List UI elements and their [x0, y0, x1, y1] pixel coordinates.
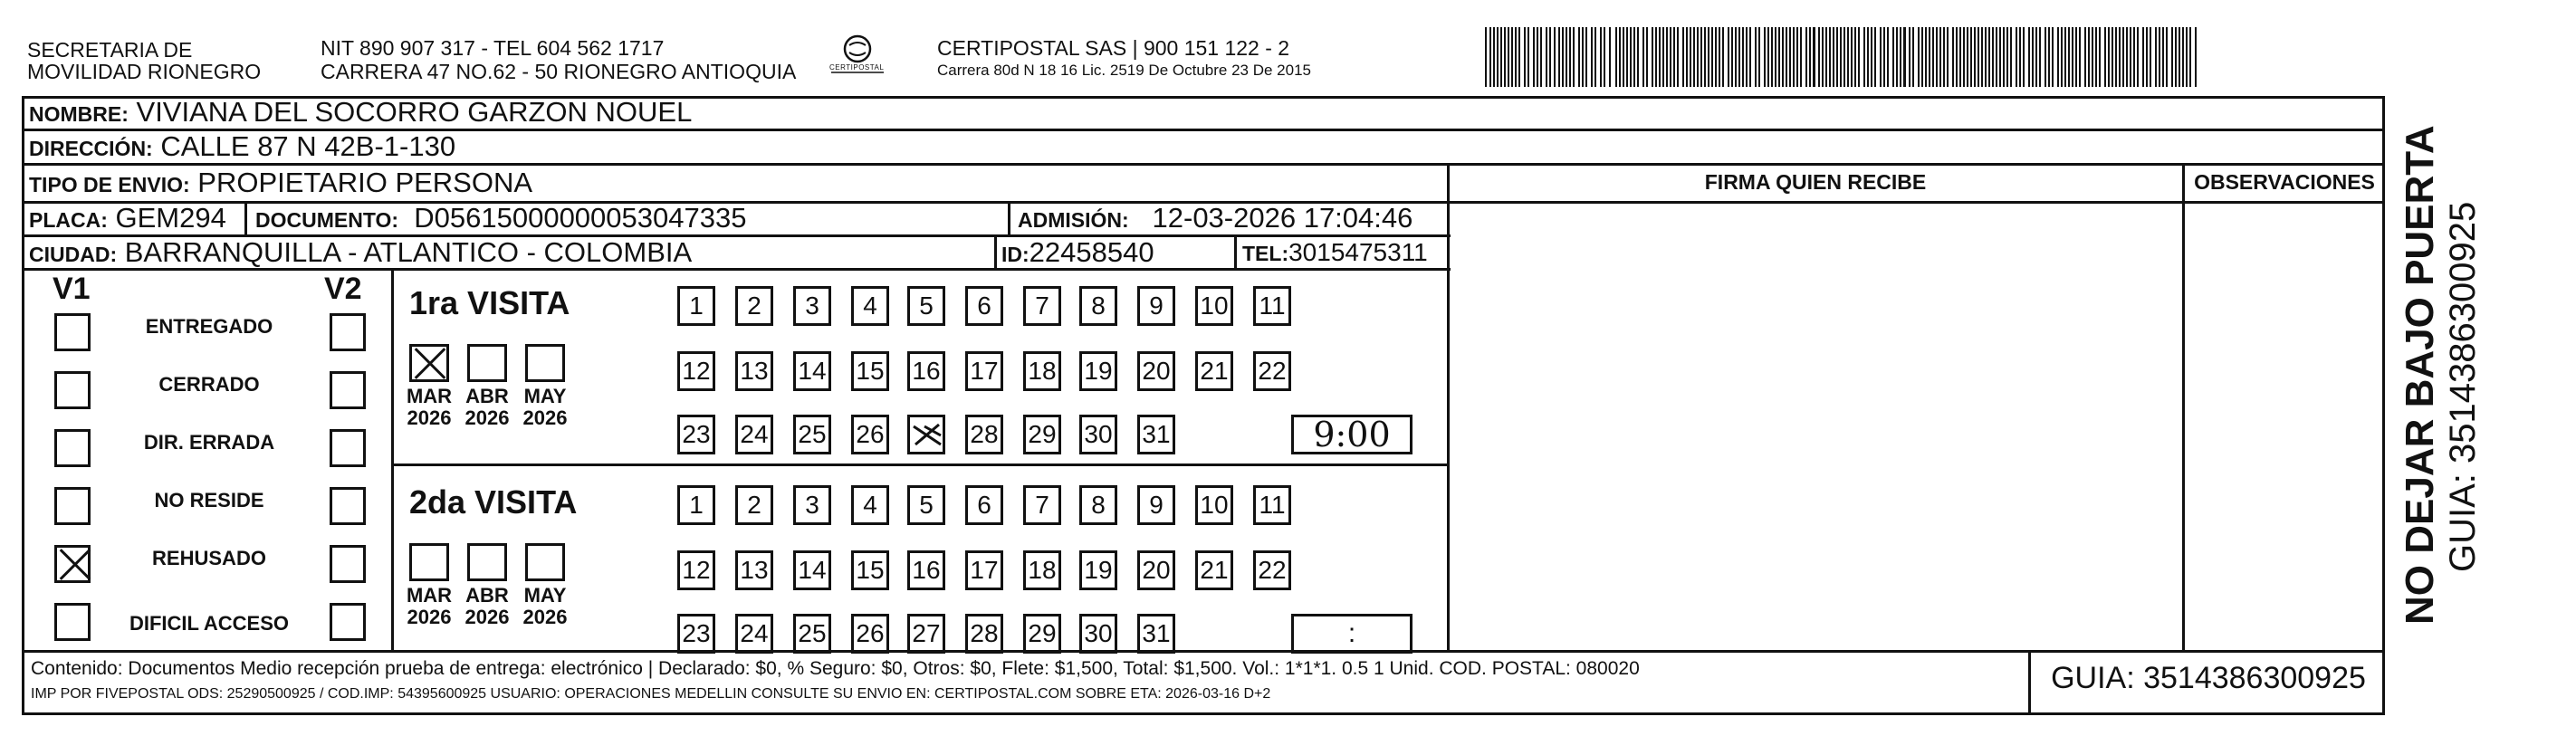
direccion-label: DIRECCIÓN: — [29, 137, 153, 160]
day-box[interactable]: 19 — [1079, 550, 1117, 590]
observaciones-area[interactable] — [2186, 204, 2383, 649]
admision-label: ADMISIÓN: — [1018, 208, 1129, 232]
day-box[interactable]: 20 — [1137, 550, 1175, 590]
imp-line: IMP POR FIVEPOSTAL ODS: 25290500925 / COD.IMP: 54395600925 USUARIO: OPERACIONES MEDELLIN CONSULTE SU ENVIO EN: CERTIPOSTAL.COM SOBRE ETA: 2026-03-16 D+2 — [31, 686, 1271, 702]
day-box[interactable]: 11 — [1253, 286, 1291, 326]
status-label: ENTREGADO — [145, 315, 273, 338]
day-box[interactable]: 22 — [1253, 550, 1291, 590]
documento-label: DOCUMENTO: — [255, 208, 399, 232]
day-box[interactable]: 31 — [1137, 415, 1175, 454]
admision-value: 12-03-2026 17:04:46 — [1152, 202, 1413, 234]
day-box[interactable]: 6 — [965, 485, 1003, 525]
month-checkbox[interactable] — [467, 543, 507, 581]
barcode — [1485, 27, 2200, 87]
documento-value: D05615000000053047335 — [414, 202, 747, 234]
tipo-envio-value: PROPIETARIO PERSONA — [197, 167, 533, 198]
day-box[interactable]: 13 — [735, 351, 773, 391]
day-box[interactable]: 14 — [793, 550, 831, 590]
status-label: DIFICIL ACCESO — [129, 612, 289, 635]
day-box[interactable]: 15 — [851, 351, 889, 391]
day-box[interactable]: 9 — [1137, 286, 1175, 326]
nombre-field — [29, 96, 692, 130]
day-box[interactable]: 1 — [677, 485, 715, 525]
courier-license-line: Carrera 80d N 18 16 Lic. 2519 De Octubre 23 De 2015 — [937, 62, 1311, 79]
day-box[interactable]: 28 — [965, 415, 1003, 454]
year-label: 2026 — [522, 606, 568, 628]
day-box[interactable]: 28 — [965, 614, 1003, 654]
side-guia: GUIA: 3514386300925 — [2443, 201, 2483, 572]
documento-field — [255, 202, 746, 236]
day-box[interactable]: 22 — [1253, 351, 1291, 391]
day-box[interactable]: 6 — [965, 286, 1003, 326]
visit-title: 1ra VISITA — [409, 284, 570, 321]
day-box[interactable]: 26 — [851, 415, 889, 454]
month-checkbox[interactable] — [467, 344, 507, 382]
day-box[interactable]: 24 — [735, 614, 773, 654]
day-box[interactable]: 8 — [1079, 485, 1117, 525]
day-box[interactable]: 12 — [677, 351, 715, 391]
guia-box: GUIA: 3514386300925 — [2051, 661, 2366, 695]
ciudad-field — [29, 236, 692, 271]
year-label: 2026 — [464, 606, 510, 628]
day-box[interactable]: 13 — [735, 550, 773, 590]
tel-value: 3015475311 — [1288, 238, 1428, 266]
visit-title: 2da VISITA — [409, 483, 578, 521]
day-box[interactable]: 29 — [1023, 415, 1061, 454]
day-box[interactable]: 17 — [965, 351, 1003, 391]
day-box[interactable]: 7 — [1023, 286, 1061, 326]
year-label: 2026 — [407, 406, 452, 429]
v2-checkbox[interactable] — [330, 487, 366, 525]
nombre-label: NOMBRE: — [29, 102, 129, 126]
v2-checkbox[interactable] — [330, 429, 366, 467]
status-label: NO RESIDE — [154, 489, 264, 511]
v1-checkbox[interactable] — [54, 487, 91, 525]
tel-label: TEL: — [1242, 242, 1289, 265]
month-checkbox[interactable] — [409, 344, 449, 382]
ciudad-label: CIUDAD: — [29, 243, 118, 266]
firma-area[interactable] — [1451, 204, 2180, 649]
day-box[interactable]: 9 — [1137, 485, 1175, 525]
day-box[interactable]: 1 — [677, 286, 715, 326]
v2-label: V2 — [324, 272, 362, 306]
day-box[interactable]: 5 — [907, 485, 945, 525]
v1-checkbox[interactable] — [54, 313, 91, 351]
v1-checkbox[interactable] — [54, 429, 91, 467]
v1-checkbox[interactable] — [54, 545, 91, 583]
day-box[interactable]: 21 — [1195, 351, 1233, 391]
v2-checkbox[interactable] — [330, 371, 366, 409]
v2-checkbox[interactable] — [330, 545, 366, 583]
certipostal-logo-icon — [826, 31, 889, 80]
v2-checkbox[interactable] — [330, 603, 366, 641]
month-label: MAR — [406, 584, 453, 607]
status-label: CERRADO — [158, 373, 260, 396]
day-box[interactable]: 27 — [907, 614, 945, 654]
day-box[interactable]: 30 — [1079, 614, 1117, 654]
day-box[interactable]: 15 — [851, 550, 889, 590]
courier-name-line: CERTIPOSTAL SAS | 900 151 122 - 2 — [937, 36, 1290, 60]
day-box[interactable]: 25 — [793, 415, 831, 454]
placa-field — [29, 202, 226, 236]
day-box[interactable]: 30 — [1079, 415, 1117, 454]
month-label: MAY — [523, 385, 567, 407]
firma-column-header: FIRMA QUIEN RECIBE — [1704, 170, 1927, 194]
month-label: MAR — [406, 385, 453, 407]
side-text — [2398, 81, 2497, 625]
observaciones-column-header: OBSERVACIONES — [2194, 170, 2375, 194]
day-box[interactable]: 3 — [793, 286, 831, 326]
day-box[interactable]: 23 — [677, 415, 715, 454]
day-box[interactable]: 31 — [1137, 614, 1175, 654]
tel-field — [1242, 236, 1428, 270]
day-box[interactable]: 16 — [907, 550, 945, 590]
day-box[interactable]: 17 — [965, 550, 1003, 590]
day-box[interactable]: 20 — [1137, 351, 1175, 391]
day-box[interactable]: 2 — [735, 485, 773, 525]
month-checkbox[interactable] — [525, 543, 565, 581]
month-label: ABR — [465, 385, 509, 407]
day-mark-icon — [912, 423, 943, 448]
year-label: 2026 — [464, 406, 510, 429]
v1-checkbox[interactable] — [54, 371, 91, 409]
day-box[interactable]: 10 — [1195, 286, 1233, 326]
contenido-line: Contenido: Documentos Medio recepción prueba de entrega: electrónico | Declarado: $0, % Seguro: $0, Otros: $0, Flete: $1,500, Total: $1,500. Vol.: 1*1*1. 0.5 1 Unid. COD. POSTAL: 080020 — [31, 658, 1640, 679]
day-box[interactable]: 4 — [851, 485, 889, 525]
direccion-value: CALLE 87 N 42B-1-130 — [160, 130, 456, 162]
id-value: 22458540 — [1029, 236, 1154, 268]
nit-phone-line: NIT 890 907 317 - TEL 604 562 1717 — [321, 36, 665, 60]
v2-checkbox[interactable] — [330, 313, 366, 351]
day-box[interactable]: 23 — [677, 614, 715, 654]
id-field — [1001, 236, 1154, 271]
day-box[interactable]: 8 — [1079, 286, 1117, 326]
visit-time-box[interactable]: : — [1291, 614, 1412, 654]
placa-value: GEM294 — [115, 202, 226, 234]
day-box[interactable]: 21 — [1195, 550, 1233, 590]
day-box[interactable]: 11 — [1253, 485, 1291, 525]
day-box[interactable]: 29 — [1023, 614, 1061, 654]
day-box[interactable]: 4 — [851, 286, 889, 326]
status-label: DIR. ERRADA — [143, 431, 275, 454]
logo-text: CERTIPOSTAL — [829, 63, 885, 72]
address-line: CARRERA 47 NO.62 - 50 RIONEGRO ANTIOQUIA — [321, 60, 797, 83]
month-label: ABR — [465, 584, 509, 607]
month-checkbox[interactable] — [409, 543, 449, 581]
month-checkbox[interactable] — [525, 344, 565, 382]
day-box[interactable]: 18 — [1023, 550, 1061, 590]
day-box[interactable]: 2 — [735, 286, 773, 326]
day-box[interactable]: 12 — [677, 550, 715, 590]
no-dejar-bajo-puerta: NO DEJAR BAJO PUERTA — [2398, 125, 2442, 625]
year-label: 2026 — [407, 606, 452, 628]
day-box[interactable]: 26 — [851, 614, 889, 654]
org-name-line2: MOVILIDAD RIONEGRO — [27, 60, 262, 83]
direccion-field — [29, 130, 455, 165]
day-box[interactable]: 16 — [907, 351, 945, 391]
v1-label: V1 — [53, 272, 91, 306]
tipo-envio-field — [29, 167, 532, 201]
day-box[interactable]: 25 — [793, 614, 831, 654]
tipo-envio-label: TIPO DE ENVIO: — [29, 173, 190, 196]
day-box[interactable]: 7 — [1023, 485, 1061, 525]
day-box[interactable]: 19 — [1079, 351, 1117, 391]
month-label: MAY — [523, 584, 567, 607]
admision-field — [1018, 202, 1412, 236]
id-label: ID: — [1001, 243, 1029, 266]
day-box[interactable] — [907, 415, 945, 454]
status-label: REHUSADO — [152, 547, 266, 569]
day-box[interactable]: 24 — [735, 415, 773, 454]
visit-time-box[interactable]: 9:00 — [1291, 415, 1412, 454]
day-box[interactable]: 3 — [793, 485, 831, 525]
placa-label: PLACA: — [29, 208, 108, 232]
day-box[interactable]: 18 — [1023, 351, 1061, 391]
year-label: 2026 — [522, 406, 568, 429]
org-name-line1: SECRETARIA DE — [27, 38, 193, 62]
day-box[interactable]: 5 — [907, 286, 945, 326]
nombre-value: VIVIANA DEL SOCORRO GARZON NOUEL — [136, 96, 693, 128]
v1-checkbox[interactable] — [54, 603, 91, 641]
ciudad-value: BARRANQUILLA - ATLANTICO - COLOMBIA — [124, 236, 693, 268]
day-box[interactable]: 10 — [1195, 485, 1233, 525]
day-box[interactable]: 14 — [793, 351, 831, 391]
